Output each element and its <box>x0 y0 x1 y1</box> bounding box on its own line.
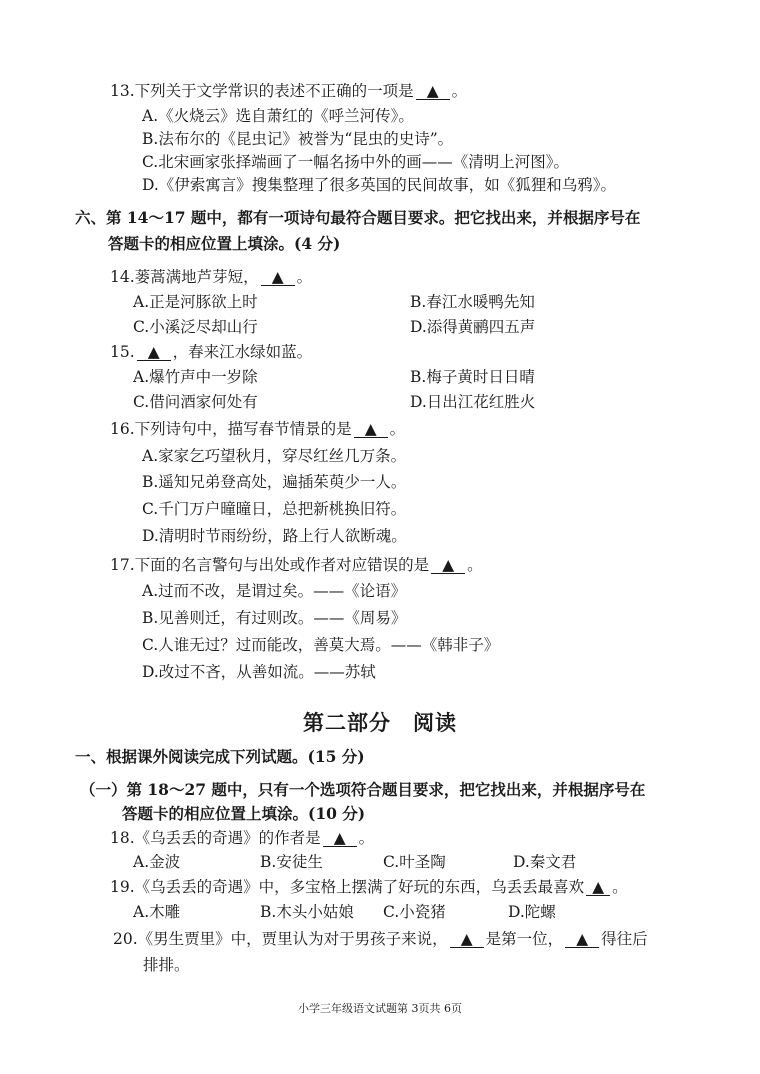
q18-option-c: C.叶圣陶 <box>383 853 446 871</box>
q18-stem-text: 18.《乌丢丢的奇遇》的作者是 <box>110 829 321 847</box>
q19-end: 。 <box>612 878 628 896</box>
q19-option-d: D.陀螺 <box>508 903 556 921</box>
q13-option-c: C.北宋画家张择端画了一幅名扬中外的画——《清明上河图》。 <box>142 153 569 171</box>
q15-stem <box>110 341 312 363</box>
q18-option-b: B.安徒生 <box>260 853 323 871</box>
q20-end-text: 得往后 <box>601 930 648 948</box>
q14-stem-text: 14.蒌蒿满地芦芽短， <box>110 268 259 286</box>
answer-blank: ▲ <box>586 879 610 896</box>
q16-option-a: A.家家乞巧望秋月，穿尽红丝几万条。 <box>142 447 407 465</box>
q15-option-b: B.梅子黄时日日晴 <box>410 368 535 386</box>
q13-option-a: A.《火烧云》选自萧红的《呼兰河传》。 <box>142 107 414 125</box>
q13-end: 。 <box>451 82 468 100</box>
q20-mid-text: 是第一位， <box>485 930 564 948</box>
section-6-heading-line2: 答题卡的相应位置上填涂。(4 分) <box>108 234 341 253</box>
q17-stem <box>110 554 483 576</box>
part-2-title: 第二部分 阅读 <box>303 711 457 735</box>
q13-stem-text: 13.下列关于文学常识的表述不正确的一项是 <box>110 82 414 100</box>
answer-blank: ▲ <box>137 344 171 361</box>
q18-option-d: D.秦文君 <box>513 853 577 871</box>
q19-option-b: B.木头小姑娘 <box>260 903 354 921</box>
subsection-1-heading-line2: 答题卡的相应位置上填涂。(10 分) <box>122 804 366 823</box>
q20-stem-text: 20.《男生贾里》中，贾里认为对于男孩子来说， <box>113 930 448 948</box>
q16-option-b: B.遥知兄弟登高处，遍插茱萸少一人。 <box>142 473 407 491</box>
q16-option-d: D.清明时节雨纷纷，路上行人欲断魂。 <box>142 527 407 545</box>
q14-stem <box>110 266 312 288</box>
q17-stem-text: 17.下面的名言警句与出处或作者对应错误的是 <box>110 556 430 574</box>
q17-option-c: C.人谁无过？过而能改，善莫大焉。——《韩非子》 <box>142 636 500 654</box>
q16-option-c: C.千门万户曈曈日，总把新桃换旧符。 <box>142 500 407 518</box>
q20-stem-line2: 排排。 <box>143 956 190 974</box>
answer-blank: ▲ <box>565 931 599 948</box>
q14-option-a: A.正是河豚欲上时 <box>133 293 258 311</box>
q14-option-d: D.添得黄鹂四五声 <box>410 318 536 336</box>
q14-option-b: B.春江水暖鸭先知 <box>410 293 535 311</box>
q20-stem <box>113 928 648 950</box>
section-1-heading: 一、根据课外阅读完成下列试题。(15 分) <box>75 747 365 766</box>
q15-option-d: D.日出江花红胜火 <box>410 393 536 411</box>
q19-option-c: C.小瓷猪 <box>383 903 446 921</box>
q13-option-b: B.法布尔的《昆虫记》被誉为“昆虫的史诗”。 <box>142 130 454 148</box>
q14-option-c: C.小溪泛尽却山行 <box>133 318 258 336</box>
section-6-heading-line1: 六、第 14～17 题中，都有一项诗句最符合题目要求。把它找出来，并根据序号在 <box>75 208 641 227</box>
q13-option-d: D.《伊索寓言》搜集整理了很多英国的民间故事，如《狐狸和乌鸦》。 <box>142 176 617 194</box>
answer-blank: ▲ <box>354 421 388 438</box>
q18-end: 。 <box>358 829 375 847</box>
q19-stem-text: 19.《乌丢丢的奇遇》中，多宝格上摆满了好玩的东西，乌丢丢最喜欢 <box>110 878 585 896</box>
q16-stem-text: 16.下列诗句中，描写春节情景的是 <box>110 420 352 438</box>
q16-end: 。 <box>389 420 406 438</box>
q13-stem <box>110 80 467 102</box>
page-footer: 小学三年级语文试题第 3页共 6页 <box>298 1002 462 1015</box>
q17-option-d: D.改过不吝，从善如流。——苏轼 <box>142 663 376 681</box>
answer-blank: ▲ <box>450 931 484 948</box>
q19-stem <box>110 876 628 898</box>
q18-option-a: A.金波 <box>133 853 181 871</box>
q17-option-a: A.过而不改，是谓过矣。——《论语》 <box>142 582 407 600</box>
answer-blank: ▲ <box>323 830 357 847</box>
q17-end: 。 <box>467 556 483 574</box>
subsection-1-heading-line1: （一）第 18～27 题中，只有一个选项符合题目要求，把它找出来，并根据序号在 <box>80 780 646 799</box>
q15-stem-text: ，春来江水绿如蓝。 <box>172 343 313 361</box>
answer-blank: ▲ <box>431 557 465 574</box>
q16-stem <box>110 418 405 440</box>
q14-end: 。 <box>296 268 313 286</box>
q18-stem <box>110 827 374 849</box>
q15-number: 15. <box>110 343 135 361</box>
answer-blank: ▲ <box>261 269 295 286</box>
q15-option-a: A.爆竹声中一岁除 <box>133 368 258 386</box>
answer-blank: ▲ <box>416 83 450 100</box>
q15-option-c: C.借问酒家何处有 <box>133 393 258 411</box>
q17-option-b: B.见善则迁，有过则改。——《周易》 <box>142 609 407 627</box>
q19-option-a: A.木雕 <box>133 903 181 921</box>
